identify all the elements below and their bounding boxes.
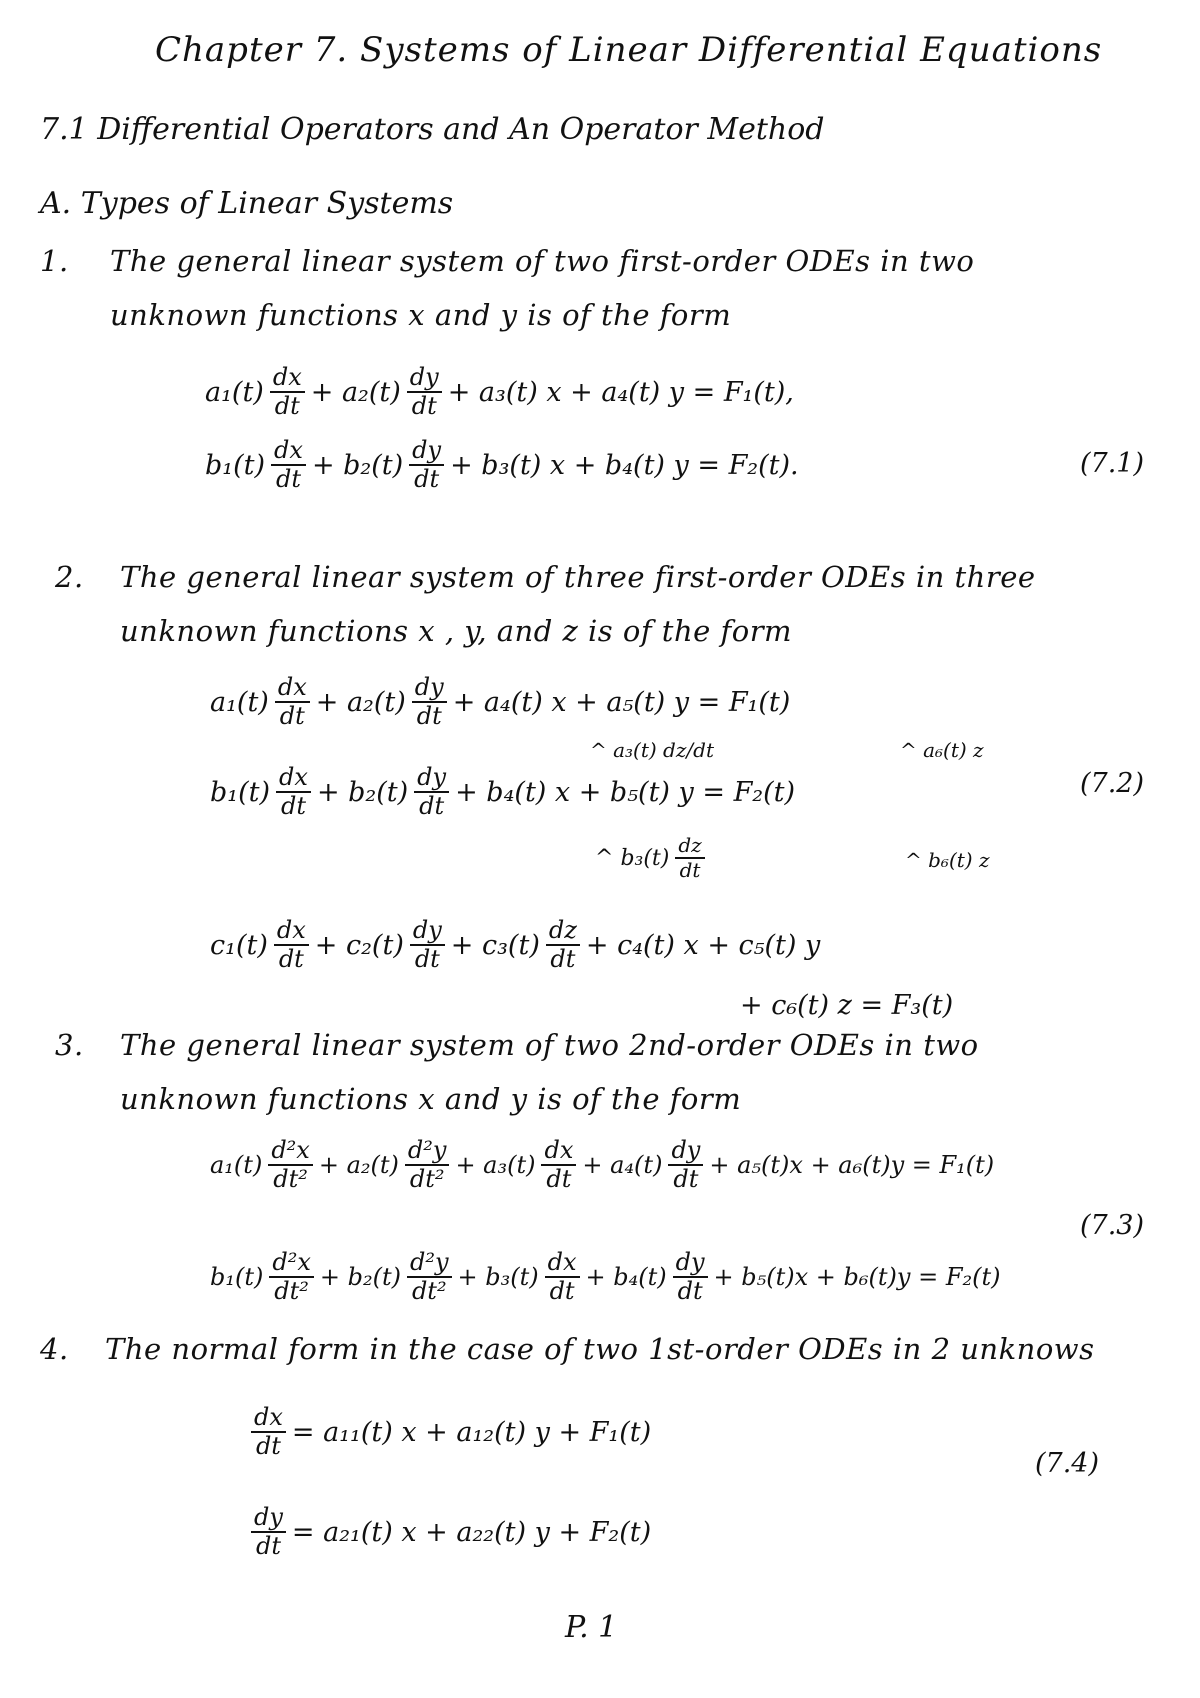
eq-term: + c₃(t) bbox=[450, 929, 540, 961]
eq-term: = a₂₁(t) x + a₂₂(t) y + F₂(t) bbox=[291, 1516, 652, 1548]
equation-line: + c₆(t) z = F₃(t) bbox=[740, 990, 954, 1021]
fraction: $\frac{\text{d²x}}{\text{dt²}}$ bbox=[269, 1250, 314, 1304]
fraction: $\frac{\text{d²y}}{\text{dt²}}$ bbox=[405, 1138, 450, 1192]
fraction: $\frac{dx}{dt}$ bbox=[541, 1138, 576, 1192]
item-text-line: unknown functions x and y is of the form bbox=[110, 298, 732, 332]
item-text-line: The normal form in the case of two 1st-order ODEs in 2 unknows bbox=[105, 1332, 1095, 1366]
eq-term: b₁(t) bbox=[205, 449, 266, 481]
fraction: $\frac{dx}{dt}$ bbox=[251, 1405, 286, 1459]
equation-number: (7.4) bbox=[1035, 1448, 1100, 1479]
fraction: $\frac{dx}{dt}$ bbox=[545, 1250, 580, 1304]
subsection-heading: A. Types of Linear Systems bbox=[40, 186, 454, 221]
eq-term: a₁(t) bbox=[210, 1151, 263, 1180]
inserted-term-annotation: ^ a₆(t) z bbox=[900, 738, 984, 762]
eq-term: + b₃(t) bbox=[457, 1263, 539, 1292]
eq-term: + b₅(t)x + b₆(t)y = F₂(t) bbox=[713, 1263, 1001, 1292]
equation-line bbox=[210, 918, 820, 972]
eq-term: + b₄(t) bbox=[585, 1263, 667, 1292]
eq-term: b₁(t) bbox=[210, 1263, 264, 1292]
eq-term: a₁(t) bbox=[205, 376, 264, 408]
eq-term: b₁(t) bbox=[210, 776, 271, 808]
eq-term: + b₄(t) x + b₅(t) y = F₂(t) bbox=[455, 776, 796, 808]
fraction: $\frac{dy}{dt}$ bbox=[412, 675, 447, 729]
item-text-line: unknown functions x , y, and z is of the form bbox=[120, 614, 793, 648]
fraction: $\frac{dy}{dt}$ bbox=[414, 765, 449, 819]
equation-line bbox=[210, 1138, 994, 1192]
equation-line bbox=[205, 365, 794, 419]
eq-term: + b₂(t) bbox=[319, 1263, 401, 1292]
eq-term: + a₄(t) x + a₅(t) y = F₁(t) bbox=[452, 686, 791, 718]
eq-term: + a₂(t) bbox=[310, 376, 401, 408]
fraction: $\frac{dy}{dt}$ bbox=[668, 1138, 703, 1192]
fraction: $\frac{dx}{dt}$ bbox=[276, 765, 311, 819]
item-text-line: The general linear system of two first-order ODEs in two bbox=[110, 244, 975, 278]
equation-line bbox=[210, 1250, 1000, 1304]
eq-term: + c₄(t) x + c₅(t) y bbox=[585, 929, 821, 961]
inserted-term-annotation: ^ b₃(t) $\frac{dz}{dt}$ bbox=[595, 835, 711, 881]
eq-term: + a₂(t) bbox=[315, 686, 406, 718]
eq-term: = a₁₁(t) x + a₁₂(t) y + F₁(t) bbox=[291, 1416, 652, 1448]
eq-term: + a₅(t)x + a₆(t)y = F₁(t) bbox=[709, 1151, 995, 1180]
fraction: $\frac{dx}{dt}$ bbox=[270, 365, 305, 419]
item-number: 1. bbox=[40, 244, 69, 278]
equation-line bbox=[245, 1505, 651, 1559]
eq-term: + a₃(t) x + a₄(t) y = F₁(t), bbox=[447, 376, 794, 408]
item-text-line: unknown functions x and y is of the form bbox=[120, 1082, 742, 1116]
fraction: $\frac{dy}{dt}$ bbox=[409, 438, 444, 492]
fraction: $\frac{dy}{dt}$ bbox=[673, 1250, 708, 1304]
item-number: 4. bbox=[40, 1332, 69, 1366]
equation-number: (7.1) bbox=[1080, 448, 1145, 479]
item-text-line: The general linear system of three first-order ODEs in three bbox=[120, 560, 1036, 594]
eq-term: + a₂(t) bbox=[318, 1151, 399, 1180]
item-text-line: The general linear system of two 2nd-order ODEs in two bbox=[120, 1028, 979, 1062]
equation-line bbox=[245, 1405, 651, 1459]
item-number: 3. bbox=[55, 1028, 84, 1062]
fraction: $\frac{dy}{dt}$ bbox=[410, 918, 445, 972]
fraction: $\frac{dy}{dt}$ bbox=[407, 365, 442, 419]
page-number: P. 1 bbox=[565, 1610, 618, 1645]
inserted-term-annotation: ^ a₃(t) dz/dt bbox=[590, 738, 714, 762]
eq-term: + b₂(t) bbox=[311, 449, 404, 481]
fraction: $\frac{dy}{dt}$ bbox=[251, 1505, 286, 1559]
fraction: $\frac{dx}{dt}$ bbox=[271, 438, 306, 492]
item-number: 2. bbox=[55, 560, 84, 594]
eq-term: + b₂(t) bbox=[316, 776, 409, 808]
fraction: $\frac{dz}{dt}$ bbox=[675, 835, 704, 881]
eq-term: + c₂(t) bbox=[314, 929, 404, 961]
eq-term: + a₄(t) bbox=[582, 1151, 663, 1180]
fraction: $\frac{dz}{dt}$ bbox=[546, 918, 580, 972]
eq-term: + a₃(t) bbox=[455, 1151, 536, 1180]
fraction: $\frac{\text{d²y}}{\text{dt²}}$ bbox=[407, 1250, 452, 1304]
fraction: $\frac{dx}{dt}$ bbox=[275, 675, 310, 729]
fraction: $\frac{dx}{dt}$ bbox=[274, 918, 309, 972]
equation-number: (7.3) bbox=[1080, 1210, 1145, 1241]
eq-term: + b₃(t) x + b₄(t) y = F₂(t). bbox=[450, 449, 799, 481]
inserted-term-annotation: ^ b₆(t) z bbox=[905, 848, 990, 872]
fraction: $\frac{\text{d²x}}{\text{dt²}}$ bbox=[268, 1138, 313, 1192]
eq-term: a₁(t) bbox=[210, 686, 269, 718]
equation-number: (7.2) bbox=[1080, 768, 1145, 799]
eq-term: c₁(t) bbox=[210, 929, 268, 961]
chapter-title: Chapter 7. Systems of Linear Differential Equations bbox=[155, 30, 1103, 70]
section-heading: 7.1 Differential Operators and An Operator Method bbox=[40, 112, 825, 147]
equation-line bbox=[210, 675, 790, 729]
equation-line bbox=[210, 765, 795, 819]
equation-line bbox=[205, 438, 799, 492]
